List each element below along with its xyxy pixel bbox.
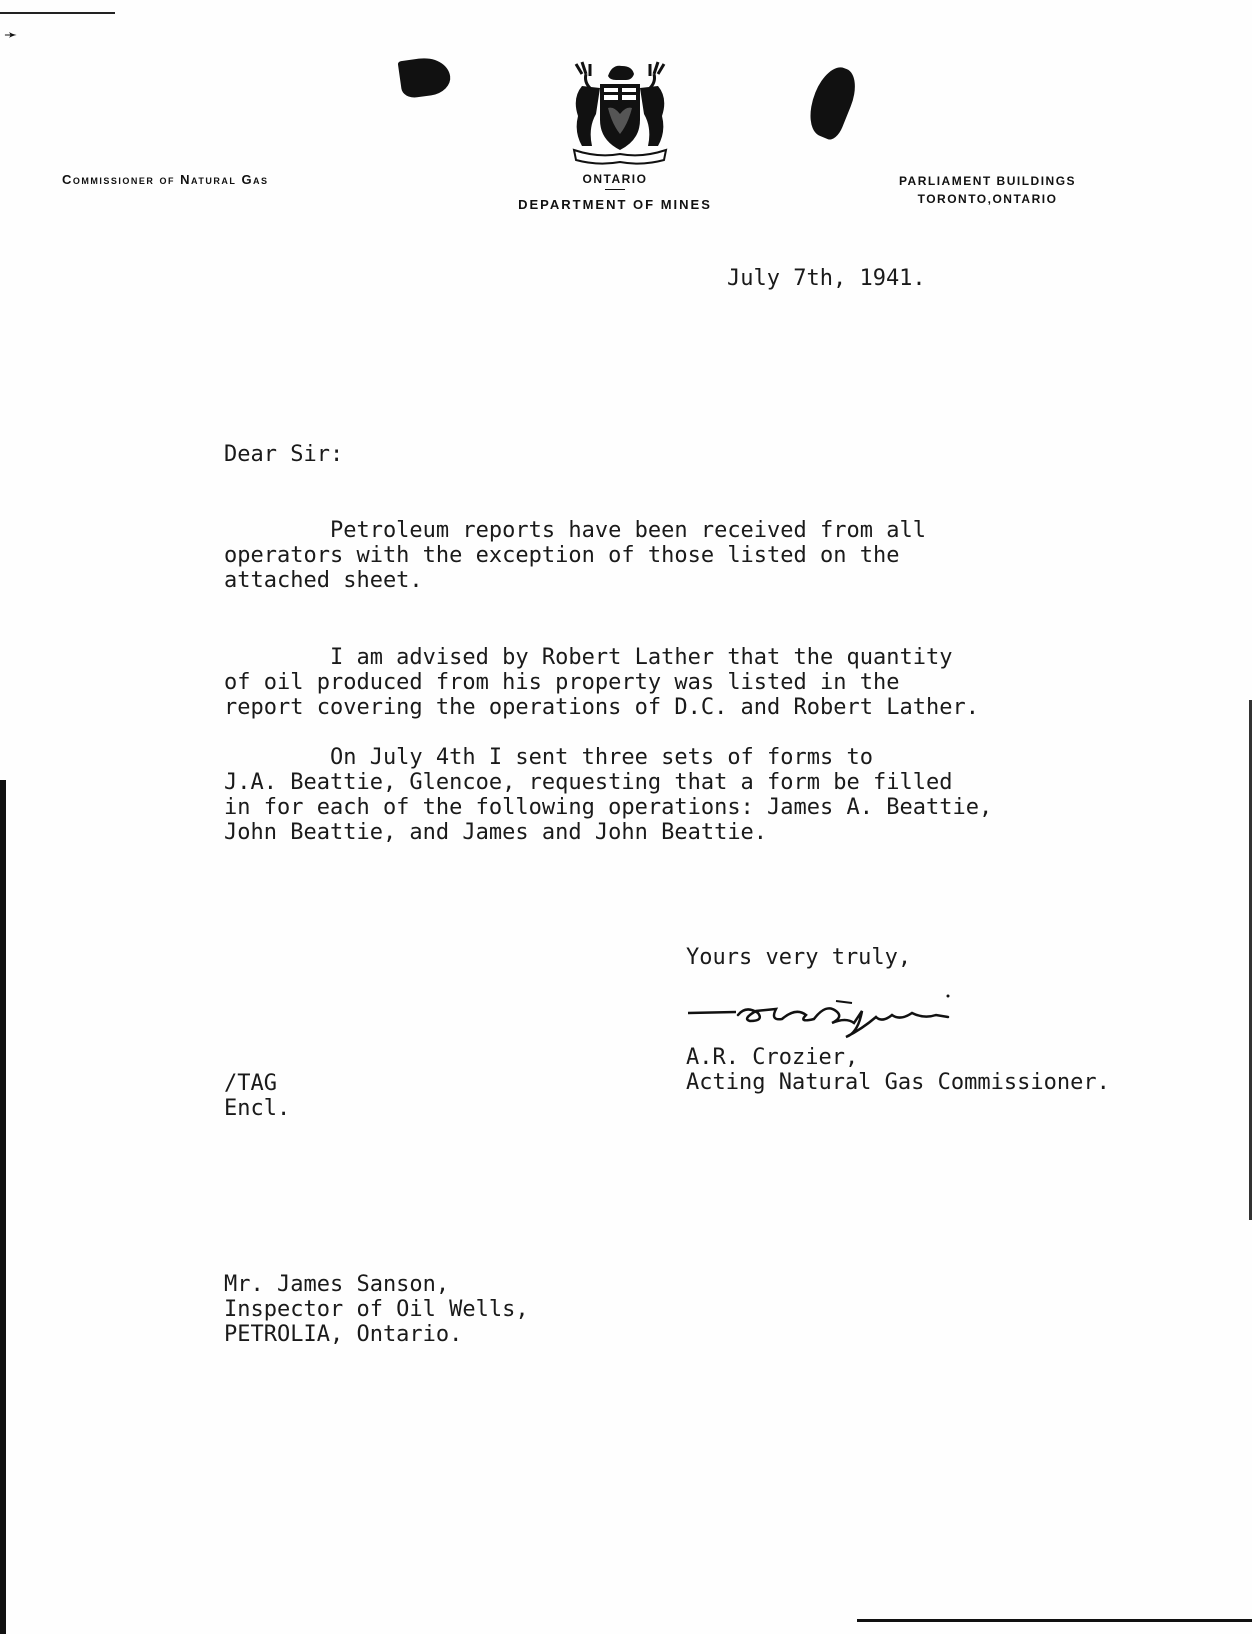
scan-mark-top bbox=[0, 12, 115, 14]
recipient-line: Inspector of Oil Wells, bbox=[224, 1297, 529, 1322]
letterhead-center bbox=[490, 172, 740, 212]
paragraph-line: attached sheet. bbox=[224, 568, 423, 593]
typist-initials: /TAG bbox=[224, 1071, 277, 1096]
letterhead-commissioner: Commissioner of Natural Gas bbox=[62, 172, 269, 187]
letterhead-department: DEPARTMENT OF MINES bbox=[518, 197, 712, 212]
closing: Yours very truly, bbox=[686, 945, 912, 970]
paragraph-line: of oil produced from his property was listed in the bbox=[224, 670, 900, 695]
letterhead-parliament: PARLIAMENT BUILDINGS bbox=[898, 174, 1077, 188]
ontario-crest-icon bbox=[568, 58, 672, 166]
signer-title: Acting Natural Gas Commissioner. bbox=[686, 1070, 1110, 1095]
letterhead-divider bbox=[605, 189, 625, 190]
letterhead-right bbox=[880, 172, 1095, 208]
scan-edge-left bbox=[0, 780, 6, 1634]
letterhead-ontario: ONTARIO bbox=[582, 172, 648, 186]
paragraph-line: Petroleum reports have been received from all bbox=[224, 518, 926, 543]
scan-arrow-mark: ➛ bbox=[4, 25, 18, 44]
reference-block bbox=[224, 1071, 290, 1121]
paragraph-line: in for each of the following operations: James A. Beattie, bbox=[224, 795, 993, 820]
paragraph-line: John Beattie, and James and John Beattie. bbox=[224, 820, 768, 845]
paragraph-line: report covering the operations of D.C. and Robert Lather. bbox=[224, 695, 979, 720]
paragraph-line: On July 4th I sent three sets of forms to bbox=[224, 745, 874, 770]
recipient-address bbox=[224, 1272, 529, 1347]
paragraph-1 bbox=[224, 518, 926, 593]
paragraph-line: I am advised by Robert Lather that the quantity bbox=[224, 645, 953, 670]
ink-blot-left bbox=[398, 55, 453, 100]
paragraph-3 bbox=[224, 745, 992, 845]
ink-blot-right bbox=[801, 62, 863, 143]
signature-block bbox=[686, 1045, 1110, 1095]
scan-edge-bottom bbox=[857, 1619, 1252, 1622]
letter-date: July 7th, 1941. bbox=[727, 266, 926, 291]
handwritten-signature bbox=[686, 993, 1006, 1043]
enclosure-note: Encl. bbox=[224, 1096, 291, 1121]
paragraph-2 bbox=[224, 645, 979, 720]
signer-name: A.R. Crozier, bbox=[686, 1045, 859, 1070]
letterhead-left bbox=[62, 172, 269, 187]
salutation: Dear Sir: bbox=[224, 442, 344, 467]
letterhead-city: TORONTO,ONTARIO bbox=[917, 192, 1058, 206]
recipient-line: PETROLIA, Ontario. bbox=[224, 1322, 463, 1347]
recipient-line: Mr. James Sanson, bbox=[224, 1272, 450, 1297]
paragraph-line: J.A. Beattie, Glencoe, requesting that a form be filled bbox=[224, 770, 953, 795]
paragraph-line: operators with the exception of those listed on the bbox=[224, 543, 900, 568]
